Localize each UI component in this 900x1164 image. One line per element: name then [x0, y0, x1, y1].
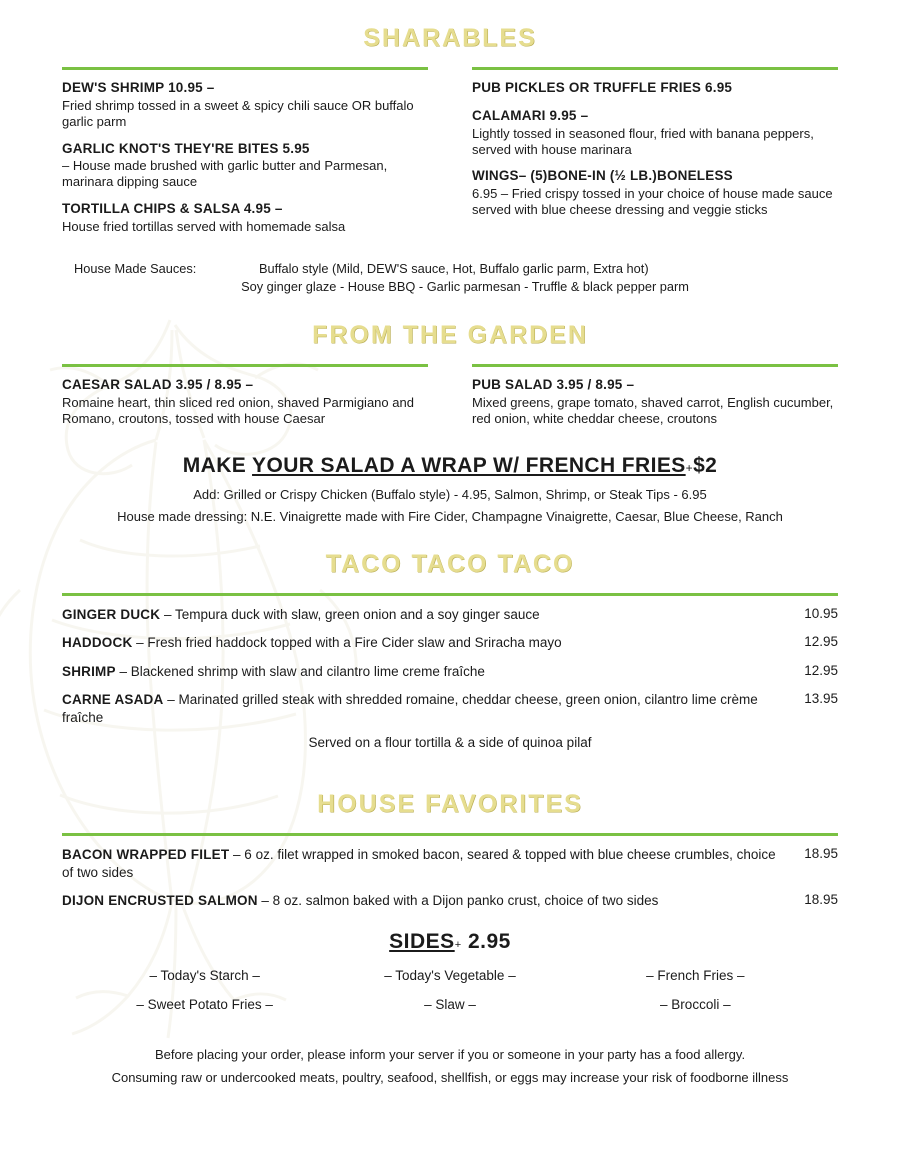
menu-item-name: CALAMARI 9.95 –	[472, 107, 589, 123]
allergy-notice-line: Before placing your order, please inform your server if you or someone in your party has a food allergy.	[154, 1046, 746, 1062]
menu-item-row	[62, 846, 838, 881]
menu-item-description: – 8 oz. salmon baked with a Dijon panko crust, choice of two sides	[257, 893, 659, 909]
menu-item-name: CARNE ASADA	[62, 692, 164, 708]
sharables-columns	[62, 63, 838, 246]
menu-item-description: – Marinated grilled steak with shredded romaine, cheddar cheese, green onion, cilantro lime crème fraîche	[62, 692, 758, 725]
menu-item-price: 10.95	[804, 605, 838, 621]
menu-item	[472, 108, 838, 158]
side-item: – Today's Vegetable –	[384, 967, 516, 983]
salad-wrap-prefix: MAKE	[182, 453, 253, 477]
sharables-right-column	[472, 63, 838, 246]
garden-columns	[62, 360, 838, 438]
sides-list	[62, 968, 838, 1012]
sides-price: 2.95	[467, 929, 511, 953]
menu-item-price: 18.95	[804, 846, 838, 862]
menu-item-description: Romaine heart, thin sliced red onion, shaved Parmigiano and Romano, croutons, tossed with house Caesar	[62, 394, 414, 426]
sides-title	[62, 930, 838, 954]
menu-item	[472, 80, 838, 97]
menu-item-row	[62, 663, 838, 681]
sides-title-plus: +	[454, 938, 462, 951]
salad-dressings: House made dressing: N.E. Vinaigrette made with Fire Cider, Champagne Vinaigrette, Caesar, Blue Cheese, Ranch	[117, 508, 783, 524]
side-item: – Sweet Potato Fries –	[136, 996, 273, 1012]
side-item: – Broccoli –	[660, 996, 731, 1012]
menu-item-description: – Tempura duck with slaw, green onion and a soy ginger sauce	[160, 606, 540, 622]
menu-item-description: Mixed greens, grape tomato, shaved carrot, English cucumber, red onion, white cheddar cheese, croutons	[472, 394, 834, 426]
menu-item	[62, 141, 428, 191]
menu-item-name: GINGER DUCK	[62, 606, 161, 622]
menu-item-row	[62, 634, 838, 652]
menu-item-name: PUB SALAD 3.95 / 8.95 –	[472, 377, 635, 393]
menu-item	[472, 168, 838, 218]
sauces-line-2: Soy ginger glaze - House BBQ - Garlic parmesan - Truffle & black pepper parm	[241, 279, 689, 295]
menu-item-description: – 6 oz. filet wrapped in smoked bacon, seared & topped with blue cheese crumbles, choice of two sides	[62, 847, 776, 880]
menu-item	[472, 377, 838, 427]
side-item: – French Fries –	[646, 967, 745, 983]
house-made-sauces	[62, 260, 838, 297]
menu-item-price: 12.95	[804, 634, 838, 650]
menu-item	[62, 377, 428, 427]
salad-wrap-underlined: YOUR SALAD A WRAP W/ FRENCH FRIES	[252, 453, 686, 477]
menu-item-price: 12.95	[804, 662, 838, 678]
menu-item	[62, 201, 428, 235]
side-item: – Today's Starch –	[149, 967, 260, 983]
salad-add-ons: Add: Grilled or Crispy Chicken (Buffalo style) - 4.95, Salmon, Shrimp, or Steak Tips - 6.95	[193, 486, 707, 502]
sides-title-label: SIDES	[389, 929, 455, 953]
menu-item-name: HADDOCK	[62, 635, 133, 651]
sharables-left-column	[62, 63, 428, 246]
menu-item-description: House fried tortillas served with homemade salsa	[62, 219, 346, 235]
menu-item-description: Fried shrimp tossed in a sweet & spicy chili sauce OR buffalo garlic parm	[62, 97, 414, 129]
menu-item-price: 18.95	[804, 892, 838, 908]
taco-served-note: Served on a flour tortilla & a side of quinoa pilaf	[308, 735, 592, 751]
section-title-house-favorites: HOUSE FAVORITES	[317, 790, 583, 819]
menu-item-name: TORTILLA CHIPS & SALSA 4.95 –	[62, 201, 283, 217]
menu-item-price: 13.95	[804, 691, 838, 707]
menu-item-name: DIJON ENCRUSTED SALMON	[62, 893, 258, 909]
side-item: – Slaw –	[424, 996, 476, 1012]
menu-item-row	[62, 691, 838, 726]
raw-food-notice-line: Consuming raw or undercooked meats, poultry, seafood, shellfish, or eggs may increase your risk of foodborne illness	[111, 1069, 789, 1085]
menu-item-description: – Fresh fried haddock topped with a Fire Cider slaw and Sriracha mayo	[132, 635, 562, 651]
salad-wrap-price: $2	[693, 453, 718, 477]
allergy-disclaimer	[62, 1046, 838, 1088]
menu-item-name: WINGS– (5)BONE-IN (½ LB.)BONELESS	[472, 168, 733, 184]
menu-item-name: PUB PICKLES OR TRUFFLE FRIES 6.95	[472, 80, 733, 95]
menu-item-description: 6.95 – Fried crispy tossed in your choice of house made sauce served with blue cheese dressing and veggie sticks	[472, 186, 833, 218]
menu-item-name: BACON WRAPPED FILET	[62, 847, 230, 863]
garden-right-column	[472, 360, 838, 438]
menu-item-description: Lightly tossed in seasoned flour, fried with banana peppers, served with house marinara	[472, 125, 814, 157]
menu-item	[62, 80, 428, 130]
sauces-label: House Made Sauces:	[74, 260, 197, 276]
salad-wrap-plus: +	[685, 460, 694, 475]
menu-item-name: GARLIC KNOT'S THEY'RE BITES 5.95	[62, 140, 310, 156]
section-title-sharables: SHARABLES	[363, 24, 537, 52]
section-title-taco-taco-taco: TACO TACO TACO	[325, 549, 575, 578]
salad-wrap-note	[62, 454, 838, 478]
sauces-line-1: Buffalo style (Mild, DEW'S sauce, Hot, Buffalo garlic parm, Extra hot)	[259, 260, 649, 276]
menu-item-row	[62, 606, 838, 624]
section-title-from-the-garden: FROM THE GARDEN	[312, 321, 588, 350]
menu-item-row	[62, 892, 838, 910]
garden-left-column	[62, 360, 428, 438]
menu-item-name: SHRIMP	[62, 663, 116, 679]
menu-item-description: – House made brushed with garlic butter and Parmesan, marinara dipping sauce	[62, 158, 388, 190]
menu-item-description: – Blackened shrimp with slaw and cilantro lime creme fraîche	[115, 663, 485, 679]
menu-item-name: DEW'S SHRIMP 10.95 –	[62, 80, 215, 95]
menu-item-name: CAESAR SALAD 3.95 / 8.95 –	[62, 377, 254, 393]
